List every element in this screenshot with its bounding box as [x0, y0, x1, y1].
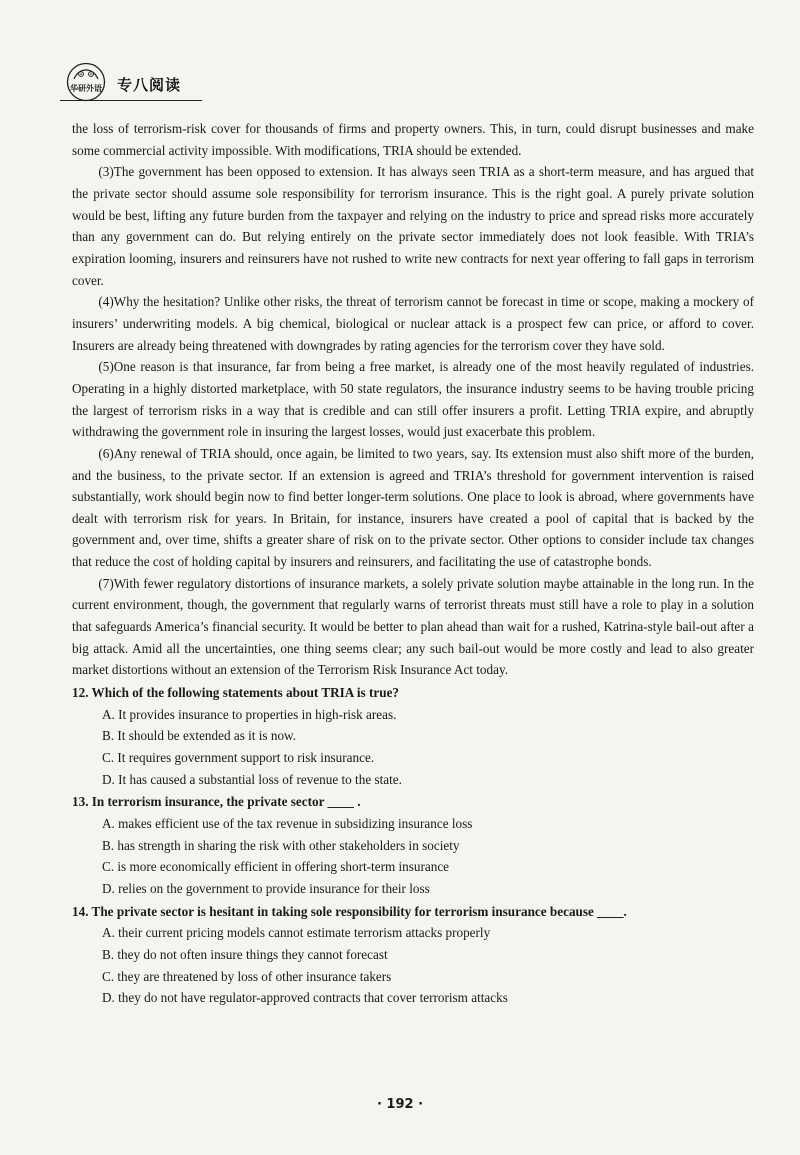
option-d: D. relies on the government to provide insurance for their loss: [102, 880, 430, 896]
question-12: [72, 682, 754, 790]
page-number: · 192 ·: [376, 1097, 424, 1112]
option-a: A. makes efficient use of the tax revenue in subsidizing insurance loss: [102, 816, 473, 831]
question-stem: 12. Which of the following statements about TRIA is true?: [72, 685, 400, 701]
option-c: C. is more economically efficient in offering short-term insurance: [102, 859, 450, 875]
passage-paragraph-6: (6)Any renewal of TRIA should, once again, be limited to two years, say. Its extension must also shift more of the burden, and the business, to the private sector. If an extension is agreed and TRIA’s threshold for government intervention is raised substantially, work should begin now to find better longer-term solutions. One place to look is abroad, where governments have dealt with terrorism risk for years. In Britain, for instance, insurers have created a pool of capital that is backed by the government and, over time, shifts a greater share of risk on to the private sector. Other options to consider include tax changes that reduce the cost of holding capital by insurers and reinsurers, and facilitating the use of catastrophe bonds.: [72, 445, 754, 570]
passage-continued-paragraph: the loss of terrorism-risk cover for thousands of firms and property owners. This, in turn, could disrupt businesses and make some commercial activity impossible. With modifications, TRIA should be extended.: [72, 121, 754, 158]
option-d: D. they do not have regulator-approved contracts that cover terrorism attacks: [102, 990, 508, 1006]
question-stem: 14. The private sector is hesitant in taking sole responsibility for terrorism insurance because ____.: [72, 903, 627, 919]
option-b: B. It should be extended as it is now.: [102, 728, 296, 744]
option-d: D. It has caused a substantial loss of revenue to the state.: [102, 771, 402, 787]
page-header: [60, 62, 220, 102]
option-b: B. they do not often insure things they cannot forecast: [102, 946, 388, 962]
option-b: B. has strength in sharing the risk with other stakeholders in society: [102, 837, 460, 853]
logo-text: 华研外语: [70, 84, 102, 93]
header-rule: [60, 100, 202, 101]
question-13: [72, 791, 754, 899]
option-a: A. their current pricing models cannot estimate terrorism attacks properly: [102, 925, 491, 941]
passage-paragraph-7: (7)With fewer regulatory distortions of insurance markets, a solely private solution maybe attainable in the long run. In the current environment, though, the government that regularly warns of terrorist threats must still have a role to play in a solution that safeguards America’s financial security. It would be better to plan ahead than wait for a rushed, Katrina-style bail-out after a big attack. Amid all the uncertainties, one thing seems clear; any such bail-out would be more costly and lead to also greater market distortions without an extension of the Terrorism Risk Insurance Act today.: [72, 575, 754, 678]
passage-paragraph-3: (3)The government has been opposed to extension. It has always seen TRIA as a short-term measure, and has argued that the private sector should assume sole responsibility for terrorism insurance. This is the right goal. A purely private solution would be best, lifting any future burden from the taxpayer and relying on the industry to price and spread risks more accurately than any government can do. But relying entirely on the private sector immediately does not look feasible. With TRIA’s expiration looming, insurers and reinsurers have not rushed to write new contracts for next year offering to fall gaps in terrorism cover.: [72, 164, 754, 288]
publisher-logo: [60, 62, 112, 102]
passage-paragraph-4: (4)Why the hesitation? Unlike other risks, the threat of terrorism cannot be forecast in time or scope, making a mockery of insurers’ underwriting models. A big chemical, biological or nuclear attack is a prospect few can price, or afford to cover. Insurers are already being threatened with downgrades by rating agencies for the terrorism cover they have sold.: [72, 294, 754, 353]
page-content: [72, 118, 754, 1009]
option-c: C. they are threatened by loss of other insurance takers: [102, 968, 392, 984]
question-14: [72, 901, 754, 1009]
option-a: A. It provides insurance to properties in high-risk areas.: [102, 706, 397, 722]
question-stem: 13. In terrorism insurance, the private sector ____ .: [72, 794, 361, 810]
passage-paragraph-5: (5)One reason is that insurance, far from being a free market, is already one of the most heavily regulated of industries. Operating in a highly distorted marketplace, with 50 state regulators, the insurance industry seems to be having trouble pricing the largest of terrorism risks in a way that is credible and can still offer insurers a profit. Letting TRIA expire, and abruptly withdrawing the government role in insuring the largest losses, would just exacerbate this problem.: [72, 359, 754, 440]
series-title: 专八阅读: [117, 76, 182, 94]
option-c: C. It requires government support to risk insurance.: [102, 750, 375, 766]
